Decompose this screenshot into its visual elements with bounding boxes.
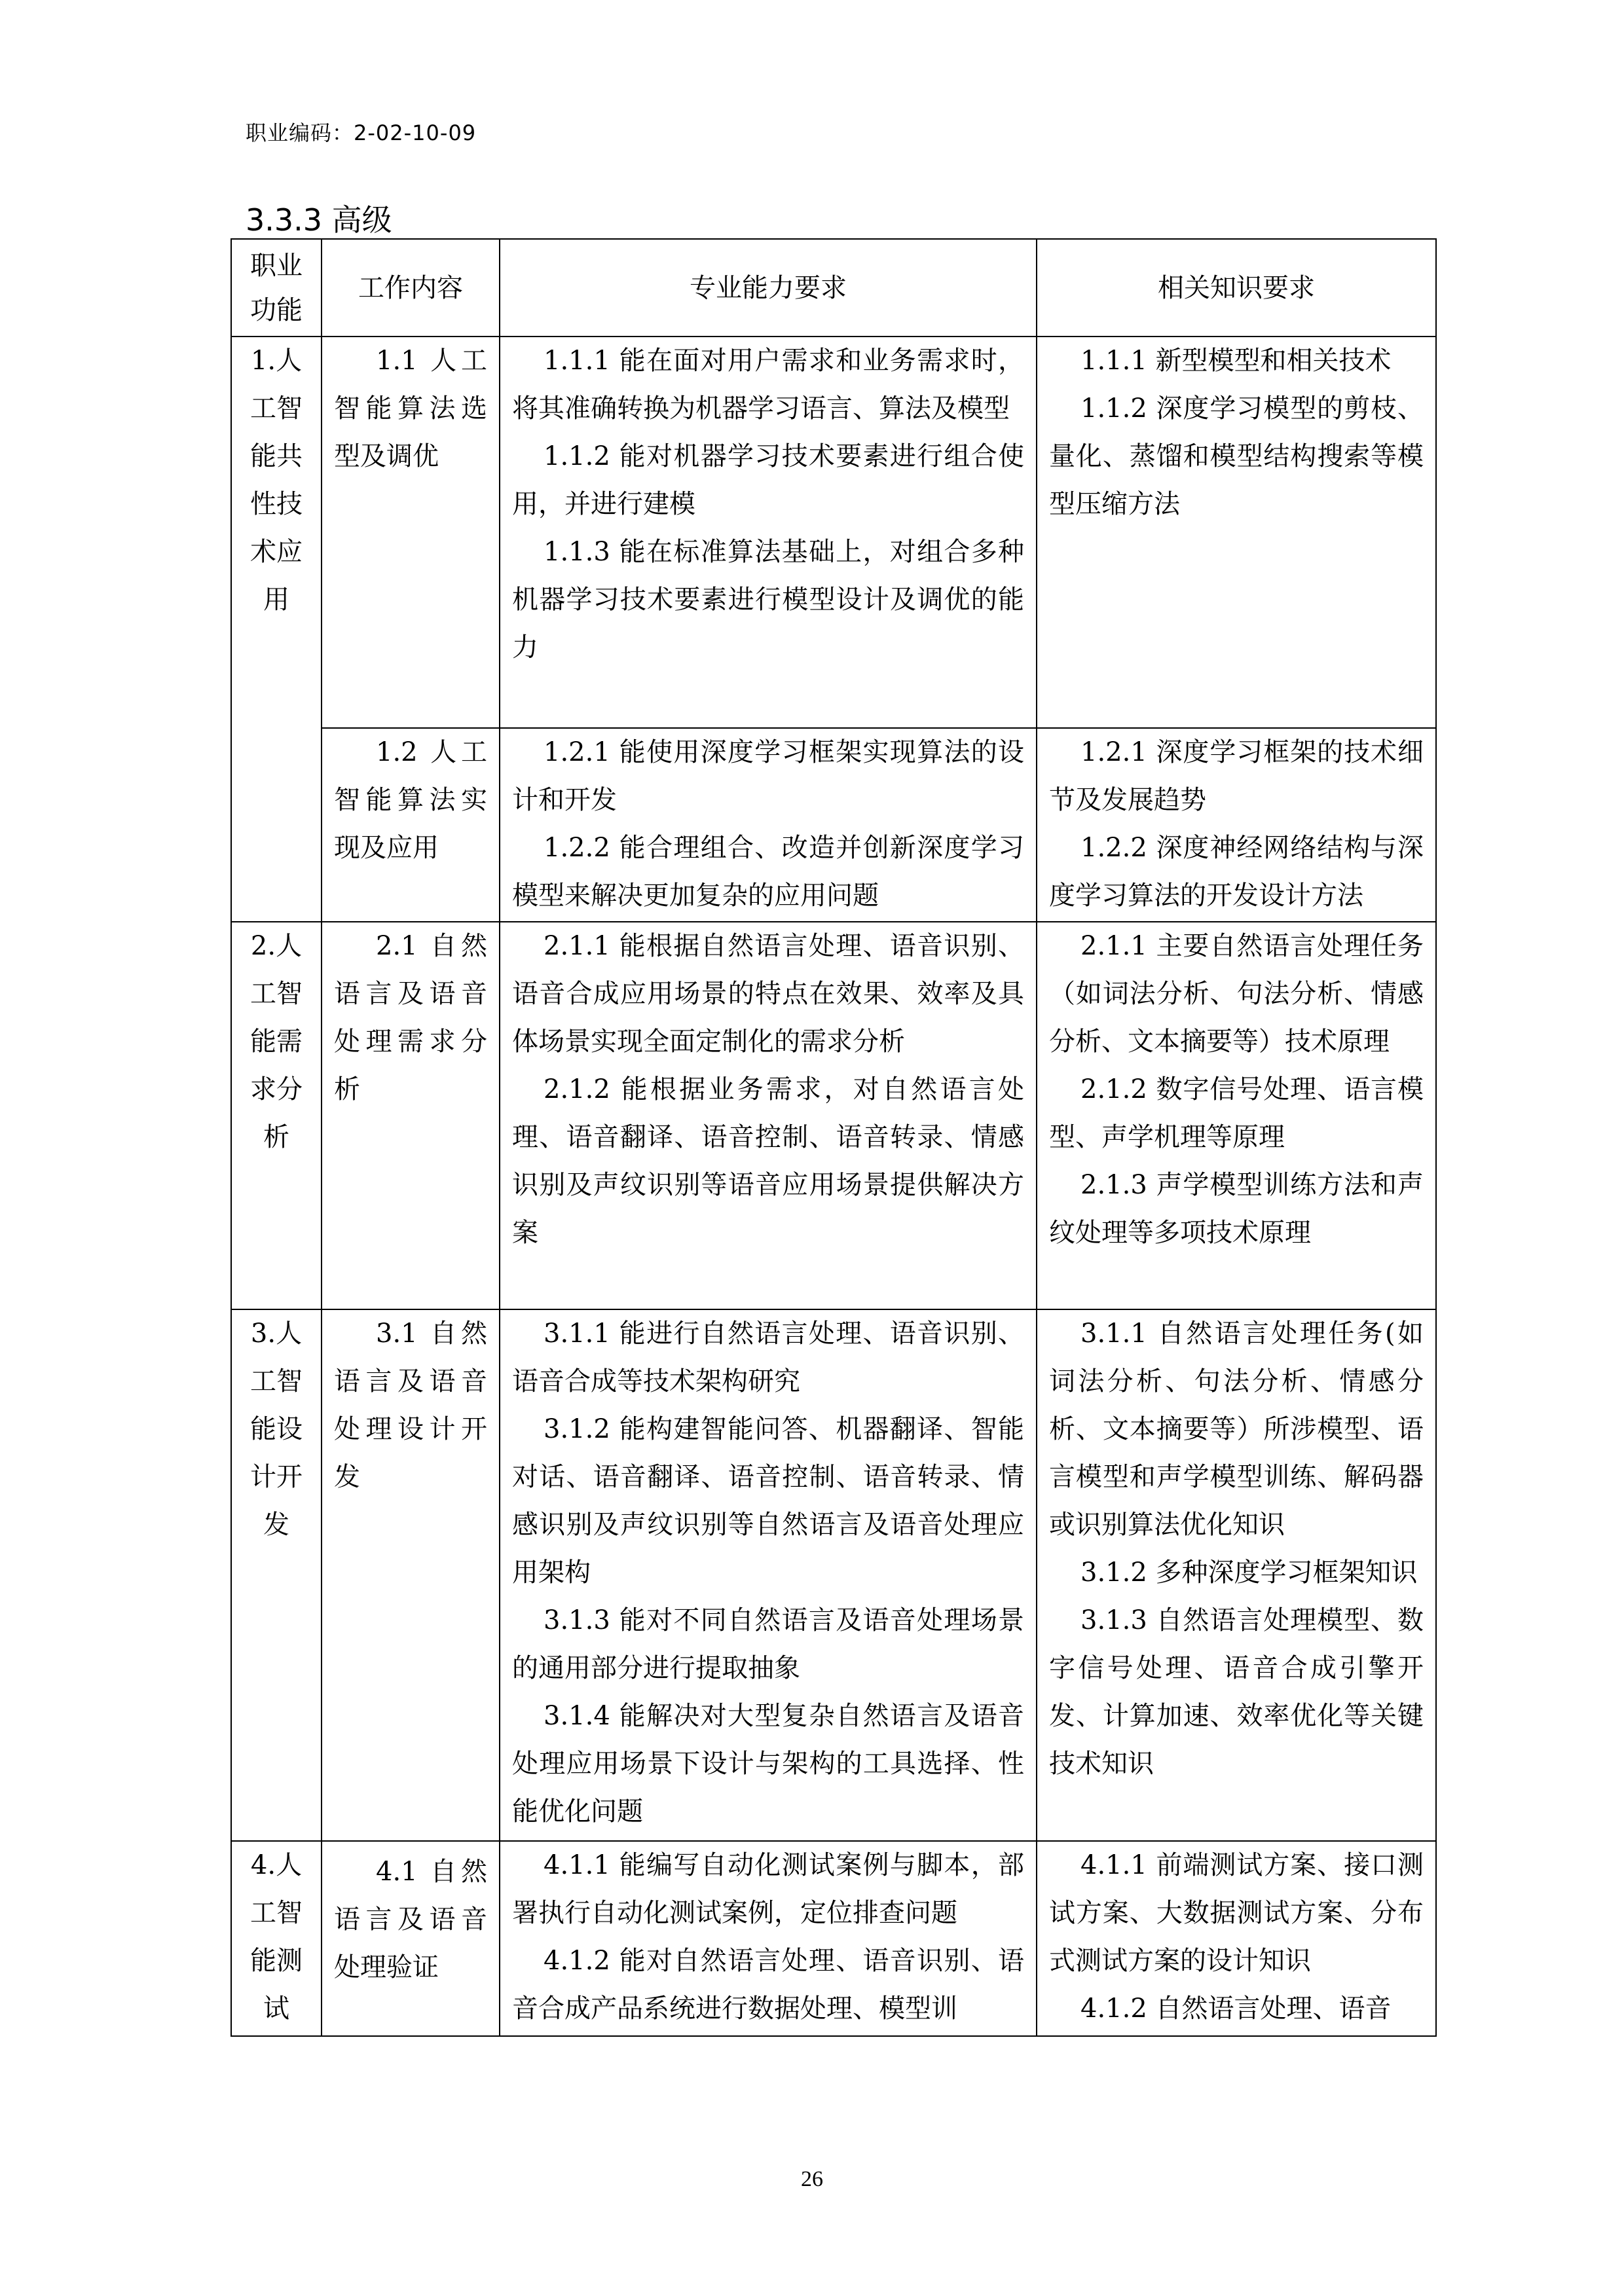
table-row: [231, 728, 1436, 922]
ability-cell: [500, 728, 1037, 922]
work-cell: 1.1 人工智能算法选型及调优: [322, 337, 500, 728]
knowledge-item: 4.1.1 前端测试方案、接口测试方案、大数据测试方案、分布式测试方案的设计知识: [1049, 1850, 1424, 1976]
ability-cell: [500, 1309, 1037, 1841]
knowledge-item: 2.1.3 声学模型训练方法和声纹处理等多项技术原理: [1049, 1170, 1424, 1248]
knowledge-item: 1.1.1 新型模型和相关技术: [1080, 346, 1392, 376]
knowledge-item: 3.1.3 自然语言处理模型、数字信号处理、语音合成引擎开发、计算加速、效率优化等关键技术知识: [1049, 1605, 1424, 1779]
table-row: [231, 1309, 1436, 1841]
ability-cell: [500, 922, 1037, 1309]
knowledge-item: 3.1.2 多种深度学习框架知识: [1080, 1558, 1418, 1588]
knowledge-item: 2.1.1 主要自然语言处理任务（如词法分析、句法分析、情感分析、文本摘要等）技术原理: [1049, 931, 1424, 1057]
ability-cell: [500, 337, 1037, 728]
table-row: [231, 922, 1436, 1309]
ability-item: 2.1.1 能根据自然语言处理、语音识别、语音合成应用场景的特点在效果、效率及具体场景实现全面定制化的需求分析: [512, 931, 1024, 1057]
header-function: 职业功能: [231, 239, 322, 337]
knowledge-cell: [1037, 728, 1436, 922]
knowledge-cell: [1037, 1309, 1436, 1841]
ability-item: 1.1.3 能在标准算法基础上，对组合多种机器学习技术要素进行模型设计及调优的能力: [512, 537, 1024, 663]
ability-item: 3.1.2 能构建智能问答、机器翻译、智能对话、语音翻译、语音控制、语音转录、情感识别及声纹识别等自然语言及语音处理应用架构: [512, 1414, 1024, 1588]
knowledge-item: 1.1.2 深度学习模型的剪枝、量化、蒸馏和模型结构搜索等模型压缩方法: [1049, 393, 1424, 519]
work-cell: 3.1 自然语言及语音处理设计开发: [322, 1309, 500, 1841]
ability-cell: [500, 1841, 1037, 2036]
ability-item: 3.1.1 能进行自然语言处理、语音识别、语音合成等技术架构研究: [512, 1319, 1024, 1396]
section-title: 3.3.3 高级: [246, 202, 392, 238]
work-cell: 2.1 自然语言及语音处理需求分析: [322, 922, 500, 1309]
ability-item: 1.2.2 能合理组合、改造并创新深度学习模型来解决更加复杂的应用问题: [512, 833, 1024, 911]
knowledge-item: 3.1.1 自然语言处理任务(如词法分析、句法分析、情感分析、文本摘要等）所涉模型、语言模型和声学模型训练、解码器或识别算法优化知识: [1049, 1319, 1424, 1540]
occupation-code: 职业编码：2-02-10-09: [246, 120, 477, 145]
header-work: 工作内容: [322, 239, 500, 337]
ability-item: 4.1.1 能编写自动化测试案例与脚本，部署执行自动化测试案例，定位排查问题: [512, 1850, 1024, 1928]
header-knowledge: 相关知识要求: [1037, 239, 1436, 337]
ability-item: 3.1.3 能对不同自然语言及语音处理场景的通用部分进行提取抽象: [512, 1605, 1024, 1683]
table-row: [231, 1841, 1436, 2036]
ability-item: 4.1.2 能对自然语言处理、语音识别、语音合成产品系统进行数据处理、模型训: [512, 1946, 1024, 2024]
function-cell: 2.人工智能需求分析: [231, 922, 322, 1309]
ability-item: 3.1.4 能解决对大型复杂自然语言及语音处理应用场景下设计与架构的工具选择、性能优化问题: [512, 1701, 1024, 1827]
knowledge-item: 1.2.2 深度神经网络结构与深度学习算法的开发设计方法: [1049, 833, 1424, 911]
function-cell: 3.人工智能设计开发: [231, 1309, 322, 1841]
ability-item: 1.1.2 能对机器学习技术要素进行组合使用，并进行建模: [512, 441, 1024, 519]
table-row: [231, 337, 1436, 728]
knowledge-cell: [1037, 1841, 1436, 2036]
ability-item: 1.1.1 能在面对用户需求和业务需求时，将其准确转换为机器学习语言、算法及模型: [512, 346, 1024, 424]
work-cell: 1.2 人工智能算法实现及应用: [322, 728, 500, 922]
ability-item: 2.1.2 能根据业务需求，对自然语言处理、语音翻译、语音控制、语音转录、情感识别及声纹识别等语音应用场景提供解决方案: [512, 1074, 1024, 1248]
work-cell: 4.1 自然语言及语音处理验证: [322, 1841, 500, 2036]
header-ability: 专业能力要求: [500, 239, 1037, 337]
ability-item: 1.2.1 能使用深度学习框架实现算法的设计和开发: [512, 737, 1024, 815]
page-number: 26: [801, 2167, 823, 2191]
knowledge-cell: [1037, 337, 1436, 728]
function-cell: 4.人工智能测试: [231, 1841, 322, 2036]
knowledge-item: 2.1.2 数字信号处理、语言模型、声学机理等原理: [1049, 1074, 1424, 1152]
requirements-table: [231, 238, 1437, 2037]
knowledge-item: 4.1.2 自然语言处理、语音: [1080, 1994, 1392, 2024]
function-cell: 1.人工智能共性技术应用: [231, 337, 322, 922]
table-header-row: [231, 239, 1436, 337]
knowledge-cell: [1037, 922, 1436, 1309]
knowledge-item: 1.2.1 深度学习框架的技术细节及发展趋势: [1049, 737, 1424, 815]
